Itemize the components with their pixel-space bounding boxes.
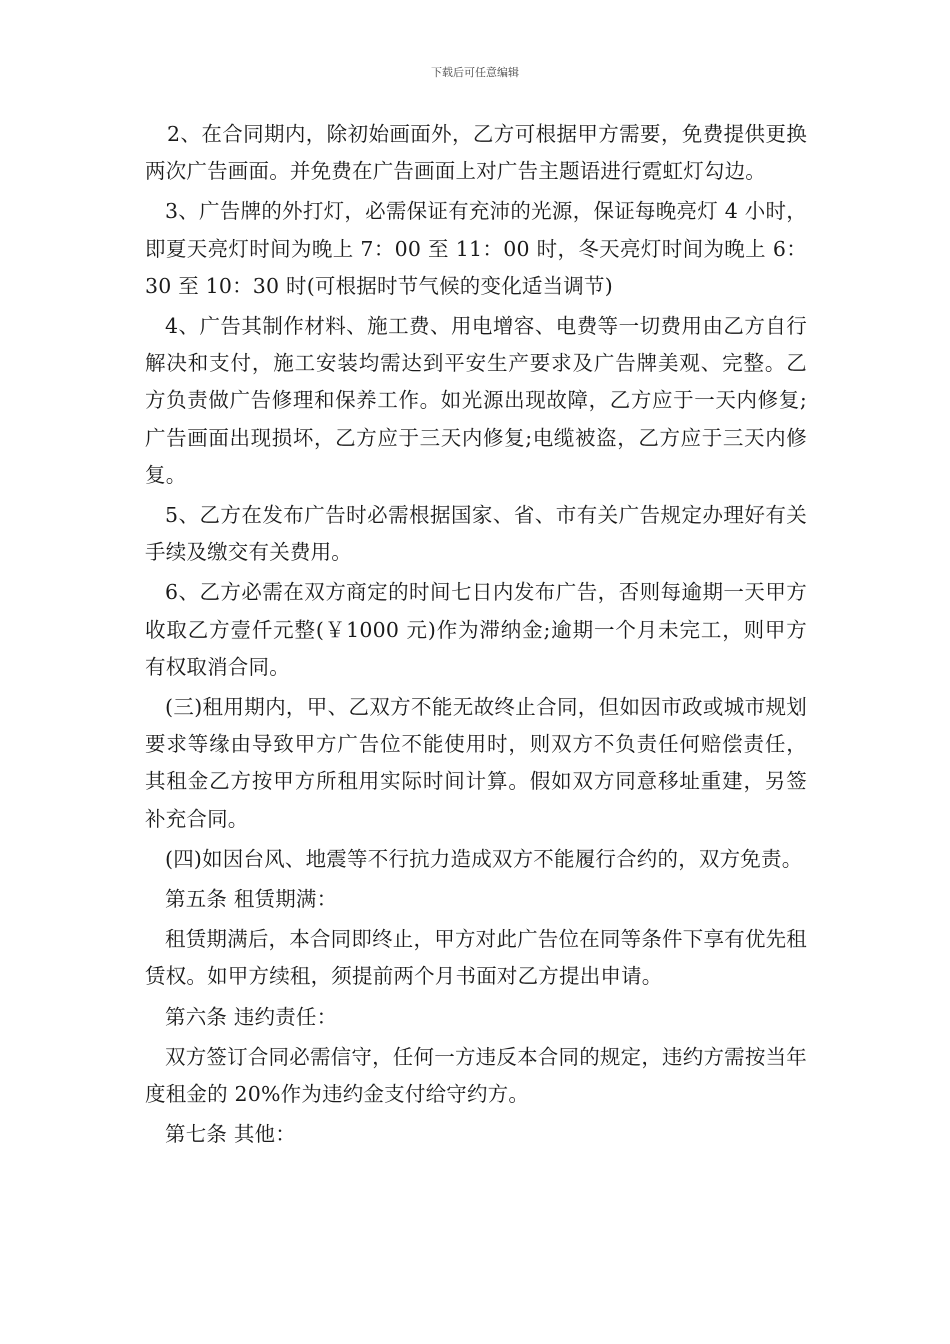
article-heading: 第五条 租赁期满： <box>165 887 338 912</box>
clause-paragraph: 租赁期满后，本合同即终止，甲方对此广告位在同等条件下享有优先租赁权。如甲方续租，须提前两个月书面对乙方提出申请。 <box>145 927 807 989</box>
article-heading: 第六条 违约责任： <box>165 1004 338 1029</box>
article-heading: 第七条 其他： <box>165 1122 296 1147</box>
clause-paragraph: (四)如因台风、地震等不行抗力造成双方不能履行合约的，双方免责。 <box>165 846 803 871</box>
clause-paragraph: 3、广告牌的外打灯，必需保证有充沛的光源，保证每晚亮灯 4 小时，即夏天亮灯时间为晚上 7：00 至 11：00 时，冬天亮灯时间为晚上 6：30 至 10：30 时(可根据时节气候的变化适当调节) <box>145 199 807 298</box>
document-body <box>145 116 807 1156</box>
clause-paragraph: 4、广告其制作材料、施工费、用电增容、电费等一切费用由乙方自行解决和支付，施工安装均需达到平安生产要求及广告牌美观、完整。乙方负责做广告修理和保养工作。如光源出现故障，乙方应于一天内修复;广告画面出现损坏，乙方应于三天内修复;电缆被盗，乙方应于三天内修复。 <box>145 314 807 487</box>
clause-paragraph: 5、乙方在发布广告时必需根据国家、省、市有关广告规定办理好有关手续及缴交有关费用。 <box>145 503 807 565</box>
clause-paragraph: 双方签订合同必需信守，任何一方违反本合同的规定，违约方需按当年度租金的 20%作为违约金支付给守约方。 <box>145 1044 807 1107</box>
page-header: 下载后可任意编辑 <box>431 66 519 79</box>
clause-paragraph: 2、在合同期内，除初始画面外，乙方可根据甲方需要，免费提供更换两次广告画面。并免费在广告画面上对广告主题语进行霓虹灯勾边。 <box>145 122 807 184</box>
clause-paragraph: 6、乙方必需在双方商定的时间七日内发布广告，否则每逾期一天甲方收取乙方壹仟元整(￥1000 元)作为滞纳金;逾期一个月未完工，则甲方有权取消合同。 <box>145 580 807 679</box>
clause-paragraph: (三)租用期内，甲、乙双方不能无故终止合同，但如因市政或城市规划要求等缘由导致甲方广告位不能使用时，则双方不负责任何赔偿责任，其租金乙方按甲方所租用实际时间计算。假如双方同意移址重建，另签补充合同。 <box>145 695 807 831</box>
